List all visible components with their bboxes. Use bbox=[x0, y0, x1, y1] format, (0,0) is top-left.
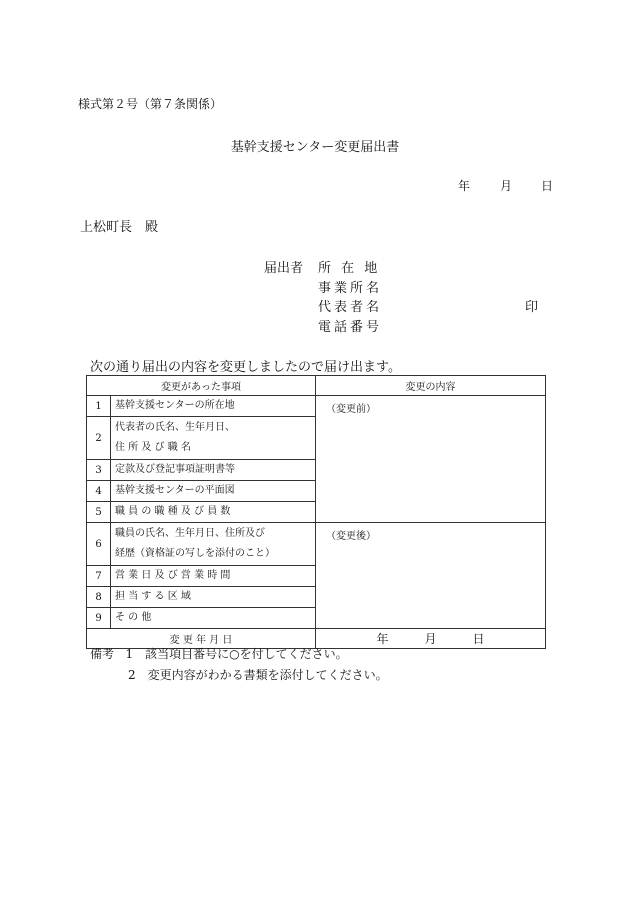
row-item bbox=[111, 396, 316, 417]
applicant-address-label: 所 在 地 bbox=[318, 261, 381, 276]
row-number: 2 bbox=[87, 417, 111, 460]
intro-text: 次の通り届出の内容を変更しましたので届け出ます。 bbox=[90, 360, 401, 375]
row-item bbox=[111, 481, 316, 502]
row-number: 4 bbox=[87, 481, 111, 502]
form-number: 様式第２号（第７条関係） bbox=[78, 97, 223, 111]
applicant-office-label: 事業所名 bbox=[318, 281, 383, 296]
item-line: 職 員 の 職 種 及 び 員 数 bbox=[115, 506, 231, 517]
after-label: （変更後） bbox=[326, 531, 376, 542]
row-number: 3 bbox=[87, 460, 111, 481]
change-date-year: 年 bbox=[376, 632, 389, 646]
applicant-phone-label: 電話番号 bbox=[318, 320, 383, 335]
item-line: そ の 他 bbox=[115, 612, 152, 623]
header-changed-item: 変更があった事項 bbox=[87, 376, 316, 396]
before-label: （変更前） bbox=[326, 404, 376, 415]
row-number: 7 bbox=[87, 566, 111, 587]
changes-table bbox=[86, 375, 546, 649]
after-content-cell[interactable] bbox=[316, 523, 546, 629]
item-line: 営 業 日 及 び 営 業 時 間 bbox=[115, 570, 231, 581]
item-line: 担 当 す る 区 域 bbox=[115, 591, 191, 602]
row-item bbox=[111, 417, 316, 460]
row-item bbox=[111, 502, 316, 523]
row-item bbox=[111, 587, 316, 608]
item-line: 職員の氏名、生年月日、住所及び bbox=[115, 528, 265, 539]
row-number: 6 bbox=[87, 523, 111, 566]
notes bbox=[90, 644, 388, 686]
item-line: 基幹支援センターの所在地 bbox=[115, 400, 235, 411]
row-number: 5 bbox=[87, 502, 111, 523]
note-item: 1 該当項目番号に○を付してください。 bbox=[125, 647, 348, 661]
row-number: 1 bbox=[87, 396, 111, 417]
item-line: 代表者の氏名、生年月日、 bbox=[115, 422, 235, 433]
date-year: 年 bbox=[458, 179, 471, 193]
item-line: 定款及び登記事項証明書等 bbox=[115, 464, 235, 475]
row-item bbox=[111, 523, 316, 566]
header-change-content: 変更の内容 bbox=[316, 376, 546, 396]
item-line: 経歴（資格証の写しを添付のこと） bbox=[115, 548, 275, 559]
item-line: 基幹支援センターの平面図 bbox=[115, 485, 235, 496]
date-month: 月 bbox=[500, 179, 513, 193]
note-item: 2 変更内容がわかる書類を添付してください。 bbox=[128, 668, 388, 682]
row-item bbox=[111, 608, 316, 629]
applicant-label: 届出者 bbox=[264, 261, 304, 276]
change-date-day: 日 bbox=[472, 632, 485, 646]
document-title: 基幹支援センター変更届出書 bbox=[230, 140, 400, 155]
row-item bbox=[111, 460, 316, 481]
row-item bbox=[111, 566, 316, 587]
table-row bbox=[87, 396, 546, 417]
applicant-representative-label: 代表者名 bbox=[318, 300, 383, 315]
before-content-cell[interactable] bbox=[316, 396, 546, 523]
row-number: 8 bbox=[87, 587, 111, 608]
change-date-label: 変 更 年 月 日 bbox=[87, 629, 316, 649]
notes-label: 備考 bbox=[90, 647, 115, 661]
change-date-month: 月 bbox=[424, 632, 437, 646]
date-day: 日 bbox=[541, 179, 554, 193]
seal-mark: 印 bbox=[525, 300, 539, 315]
item-line: 住 所 及 び 職 名 bbox=[115, 442, 191, 453]
row-number: 9 bbox=[87, 608, 111, 629]
table-row bbox=[87, 523, 546, 566]
addressee: 上松町長 殿 bbox=[80, 220, 159, 235]
